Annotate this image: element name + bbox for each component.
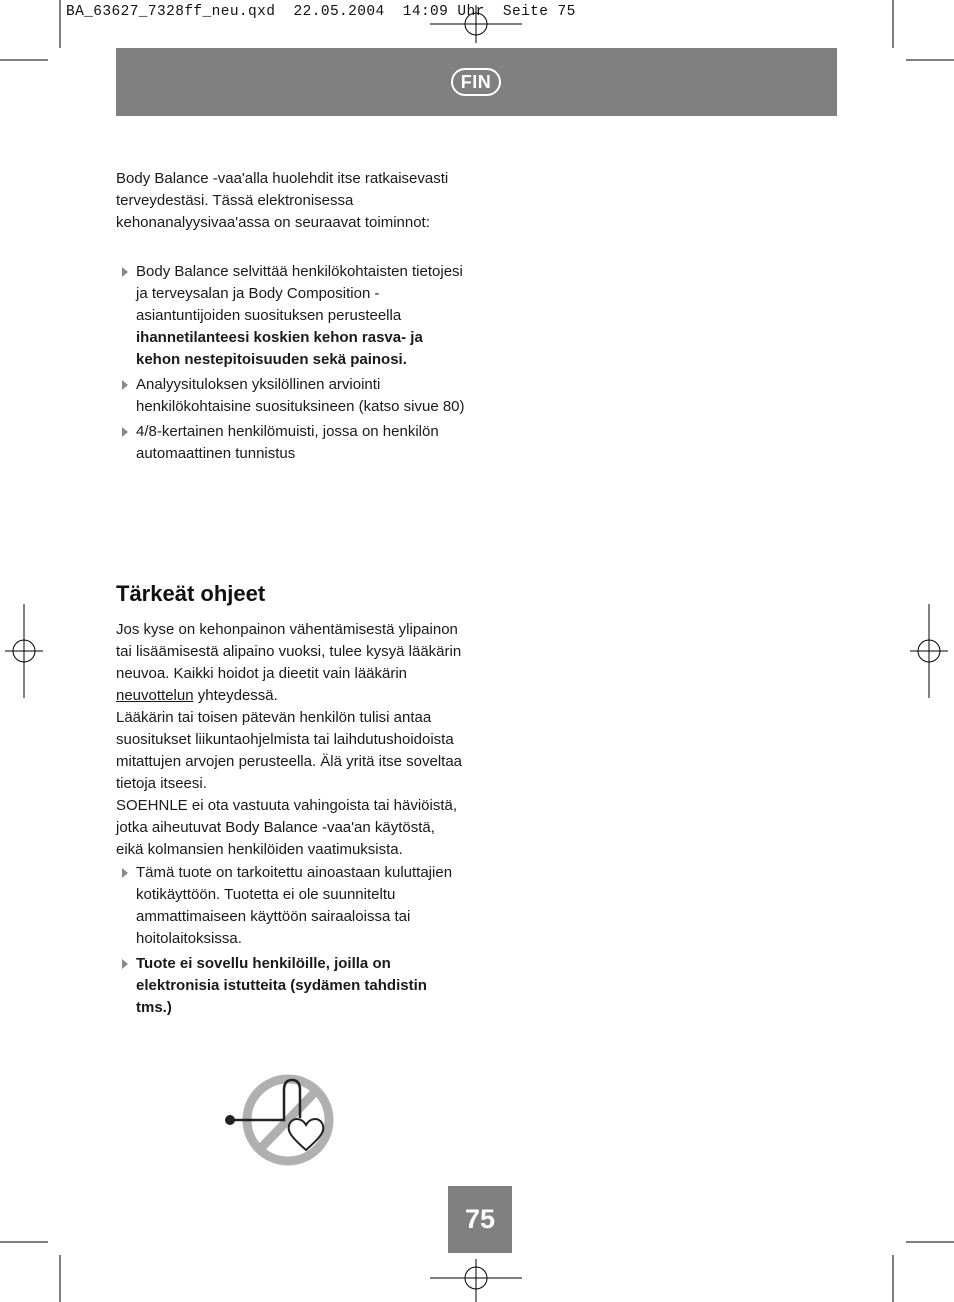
feature-text: Body Balance selvittää henkilökohtaisten tietojesi ja terveysalan ja Body Composition -asiantuntijoiden suosituksen perusteella [136, 263, 463, 324]
page-number: 75 [448, 1186, 512, 1253]
notes-paragraph: SOEHNLE ei ota vastuuta vahingoista tai häviöistä, jotka aiheutuvat Body Balance -vaa'an käytöstä, eikä kolmansien henkilöiden vaatimuksista. [116, 797, 458, 858]
notes-text: yhteydessä. [193, 687, 278, 704]
intro-line: terveydestäsi. Tässä elektronisessa [116, 192, 354, 209]
notes-list [116, 862, 466, 1022]
feature-text: 4/8-kertainen henkilömuisti, jossa on henkilön automaattinen tunnistus [136, 423, 439, 462]
notes-paragraph [116, 619, 466, 707]
feature-list [116, 261, 466, 468]
arrow-bullet-icon [122, 380, 128, 390]
notes-paragraph: Lääkärin tai toisen pätevän henkilön tulisi antaa suositukset liikuntaohjelmista tai laihdutushoidoista mitattujen arvojen perusteella. Älä yritä itse soveltaa tietoja itseesi. [116, 709, 463, 792]
list-item [116, 953, 466, 1019]
notes-bullet-text: Tämä tuote on tarkoitettu ainoastaan kuluttajien kotikäyttöön. Tuotetta ei ole suunniteltu ammattimaiseen käyttöön sairaaloissa tai hoitolaitoksissa. [136, 864, 453, 947]
arrow-bullet-icon [122, 427, 128, 437]
notes-text: Jos kyse on kehonpainon vähentämisestä ylipainon tai lisäämisestä alipaino vuoksi, tulee kysyä lääkärin neuvoa. Kaikki hoidot ja dieetit vain lääkärin [116, 621, 462, 682]
arrow-bullet-icon [122, 267, 128, 277]
no-pacemaker-icon [220, 1070, 340, 1170]
print-slug-line: BA_63627_7328ff_neu.qxd 22.05.2004 14:09 Uhr Seite 75 [66, 4, 576, 20]
intro-line: kehonanalyysivaa'assa on seuraavat toiminnot: [116, 214, 430, 231]
underlined-word: neuvottelun [116, 687, 194, 704]
important-notes [116, 619, 466, 861]
arrow-bullet-icon [122, 868, 128, 878]
feature-text-bold: ihannetilanteesi koskien kehon rasva- ja kehon nestepitoisuuden sekä painosi. [136, 329, 423, 368]
arrow-bullet-icon [122, 959, 128, 969]
language-badge: FIN [451, 68, 501, 96]
intro-line: Body Balance -vaa'alla huolehdit itse ratkaisevasti [116, 170, 449, 187]
list-item [116, 374, 466, 418]
feature-text: Analyysituloksen yksilöllinen arviointi henkilökohtaisine suosituksineen (katso sivue 80) [136, 376, 465, 415]
list-item [116, 261, 466, 371]
notes-bullet-text: Tuote ei sovellu henkilöille, joilla on elektronisia istutteita (sydämen tahdistin tms.) [136, 955, 427, 1016]
section-heading: Tärkeät ohjeet [116, 581, 266, 606]
list-item [116, 862, 466, 950]
intro-paragraph [116, 168, 466, 234]
list-item [116, 421, 466, 465]
